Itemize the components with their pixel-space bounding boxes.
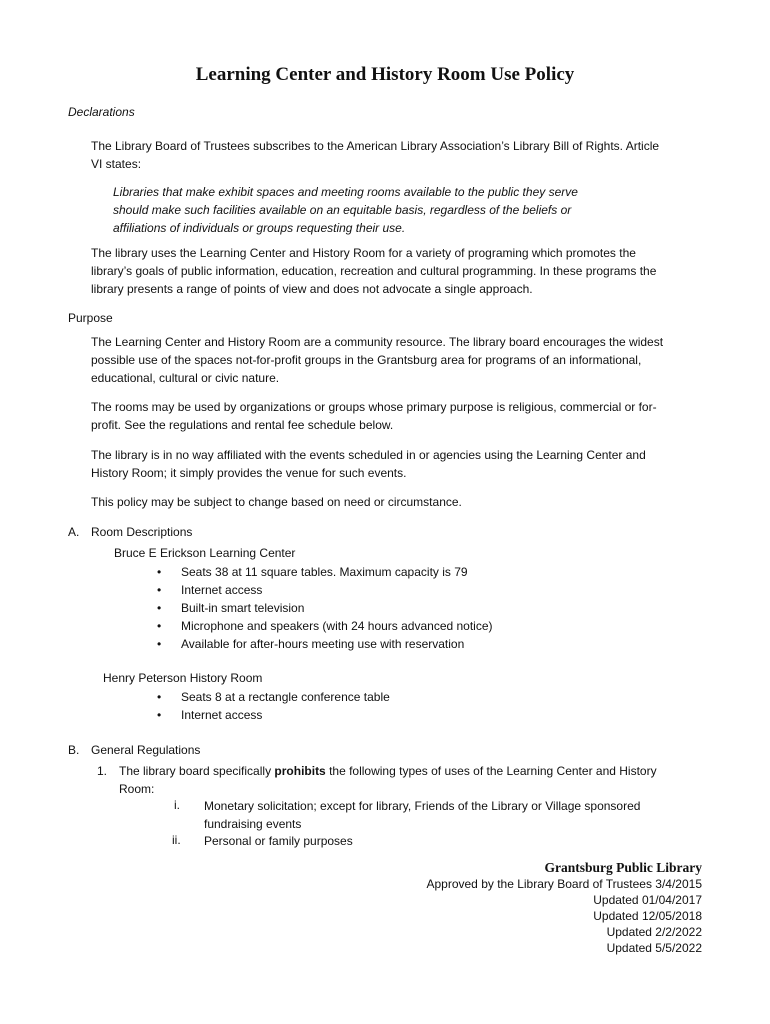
subitem-number: ii. <box>172 833 181 847</box>
subitem-number: i. <box>174 798 180 812</box>
section-a-letter: A. <box>68 525 80 539</box>
purpose-paragraph-2: The rooms may be used by organizations or groups whose primary purpose is religious, commercial or for- profit. See the regulations and rental fee schedule below. <box>91 400 657 432</box>
regulation-number: 1. <box>97 764 108 778</box>
list-item: Internet access <box>181 583 263 597</box>
declarations-heading: Declarations <box>68 105 135 119</box>
purpose-heading: Purpose <box>68 311 113 325</box>
room-name-learning-center: Bruce E Erickson Learning Center <box>114 546 296 560</box>
prohibits-emphasis: prohibits <box>274 764 326 778</box>
list-item: Microphone and speakers (with 24 hours advanced notice) <box>181 619 493 633</box>
footer-org: Grantsburg Public Library <box>544 860 702 875</box>
subitem-text: Monetary solicitation; except for library, Friends of the Library or Village sponsored fundraising events <box>204 799 641 831</box>
bullet-icon: • <box>157 601 162 615</box>
footer-updated: Updated 01/04/2017 <box>593 893 702 907</box>
list-item: Available for after-hours meeting use with reservation <box>181 637 465 651</box>
list-item: Seats 38 at 11 square tables. Maximum capacity is 79 <box>181 565 468 579</box>
purpose-paragraph-1: The Learning Center and History Room are a community resource. The library board encourages the widest possible use of the spaces not-for-profit groups in the Grantsburg area for programs of an informational, educational, cultural or civic nature. <box>91 335 664 385</box>
purpose-paragraph-3: The library is in no way affiliated with the events scheduled in or agencies using the Learning Center and History Room; it simply provides the venue for such events. <box>91 448 646 480</box>
section-a-heading: Room Descriptions <box>91 525 193 539</box>
footer-updated: Updated 12/05/2018 <box>593 909 702 923</box>
bullet-icon: • <box>157 690 162 704</box>
declarations-intro: The Library Board of Trustees subscribes to the American Library Association’s Library Bill of Rights. Article VI states: <box>91 139 660 171</box>
page-title: Learning Center and History Room Use Policy <box>195 64 575 85</box>
bullet-icon: • <box>157 565 162 579</box>
subitem-text: Personal or family purposes <box>204 834 353 848</box>
footer-updated: Updated 2/2/2022 <box>606 925 702 939</box>
section-b-letter: B. <box>68 743 80 757</box>
section-b-heading: General Regulations <box>91 743 201 757</box>
list-item: Internet access <box>181 708 263 722</box>
regulation-text: The library board specifically prohibits the following types of uses of the Learning Center and History Room: <box>119 764 657 796</box>
list-item: Built-in smart television <box>181 601 305 615</box>
bill-of-rights-quote: Libraries that make exhibit spaces and meeting rooms available to the public they serve should make such facilities available on an equitable basis, regardless of the beliefs or affiliations of individuals or groups requesting their use. <box>113 185 578 235</box>
bullet-icon: • <box>157 583 162 597</box>
footer <box>426 860 702 956</box>
bullet-icon: • <box>157 708 162 722</box>
bullet-icon: • <box>157 637 162 651</box>
footer-approved: Approved by the Library Board of Trustees 3/4/2015 <box>426 877 702 891</box>
declarations-uses: The library uses the Learning Center and History Room for a variety of programing which promotes the library’s goals of public information, education, recreation and cultural programming. In these programs the library presents a range of points of view and does not advocate a single approach. <box>91 246 657 296</box>
footer-updated: Updated 5/5/2022 <box>606 941 702 955</box>
purpose-paragraph-4: This policy may be subject to change based on need or circumstance. <box>91 495 462 509</box>
room-name-history-room: Henry Peterson History Room <box>103 671 263 685</box>
list-item: Seats 8 at a rectangle conference table <box>181 690 390 704</box>
bullet-icon: • <box>157 619 162 633</box>
